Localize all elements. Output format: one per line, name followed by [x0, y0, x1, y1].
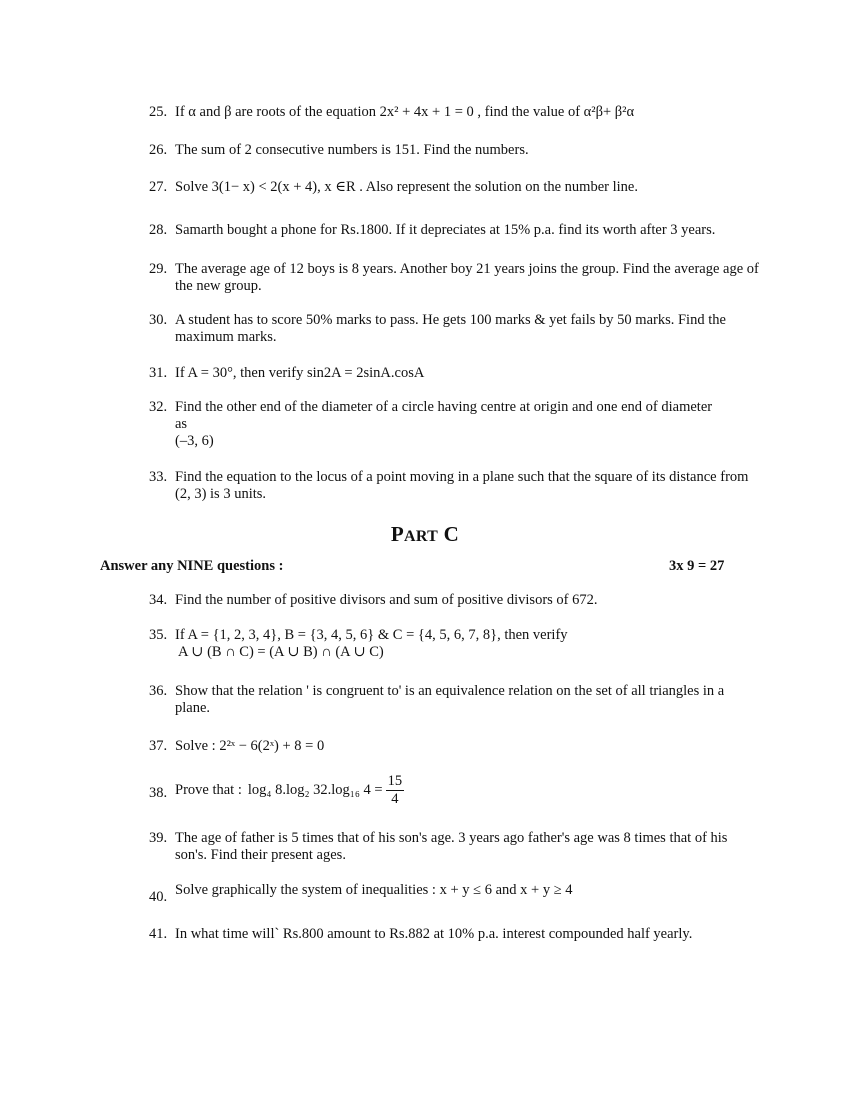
section-title: PART C: [390, 522, 460, 546]
question-36: [149, 683, 759, 717]
fraction: [386, 773, 405, 808]
question-number: 36.: [149, 683, 168, 699]
question-number: 39.: [149, 830, 168, 846]
question-30: [149, 312, 759, 346]
question-25: [149, 104, 759, 121]
question-number: 28.: [149, 222, 168, 238]
question-text-line: as: [175, 416, 188, 432]
question-32: [149, 399, 759, 450]
question-text-line: (–3, 6): [175, 433, 214, 449]
question-text: Find the equation to the locus of a point moving in a plane such that the square of its distance from (2, 3) is 3 units.: [175, 469, 749, 502]
question-38: [149, 773, 759, 808]
question-number: 38.: [149, 785, 168, 801]
question-text: Show that the relation ' is congruent to' is an equivalence relation on the set of all triangles in a plane.: [175, 683, 725, 716]
section-marks: 3x 9 = 27: [669, 558, 725, 574]
question-text: A student has to score 50% marks to pass. He gets 100 marks & yet fails by 50 marks. Find the maximum marks.: [175, 312, 726, 345]
question-text: Solve graphically the system of inequalities : x + y ≤ 6 and x + y ≥ 4: [175, 882, 573, 898]
question-text: The sum of 2 consecutive numbers is 151. Find the numbers.: [175, 142, 529, 158]
question-text: Solve 3(1− x) < 2(x + 4), x ∈R . Also represent the solution on the number line.: [175, 179, 638, 195]
question-text: Samarth bought a phone for Rs.1800. If it depreciates at 15% p.a. find its worth after 3 years.: [175, 222, 716, 238]
question-text-line: If A = {1, 2, 3, 4}, B = {3, 4, 5, 6} & C = {4, 5, 6, 7, 8}, then verify: [175, 627, 568, 643]
question-29: [149, 261, 759, 295]
question-text: The age of father is 5 times that of his son's age. 3 years ago father's age was 8 times that of his son's. Find their present ages.: [175, 830, 728, 863]
question-26: [149, 142, 759, 159]
question-37: [149, 738, 759, 755]
question-number: 35.: [149, 627, 168, 643]
question-39: [149, 830, 759, 864]
question-number: 32.: [149, 399, 168, 415]
question-28: [149, 222, 759, 239]
question-number: 31.: [149, 365, 168, 381]
question-text: If α and β are roots of the equation 2x² + 4x + 1 = 0 , find the value of α²β+ β²α: [175, 104, 635, 120]
question-number: 37.: [149, 738, 168, 754]
question-number: 34.: [149, 592, 168, 608]
equation: 2²ˣ − 6(2ˣ) + 8 = 0: [219, 738, 325, 754]
question-41: [149, 926, 759, 943]
question-text: If A = 30°, then verify sin2A = 2sinA.cosA: [175, 365, 425, 381]
section-instruction: Answer any NINE questions :: [100, 558, 284, 574]
question-number: 25.: [149, 104, 168, 120]
fraction-numerator: 15: [387, 773, 403, 789]
question-prefix: Solve :: [175, 738, 216, 754]
question-27: [149, 179, 759, 196]
log-expression: log₄ 8.log₂ 32.log₁₆ 4 =: [247, 782, 383, 798]
fraction-denominator: 4: [391, 791, 399, 807]
question-number: 41.: [149, 926, 168, 942]
question-number: 30.: [149, 312, 168, 328]
question-35: [149, 627, 759, 661]
question-number: 29.: [149, 261, 168, 277]
question-31: [149, 365, 759, 382]
question-34: [149, 592, 759, 609]
question-number: 33.: [149, 469, 168, 485]
question-40: [149, 882, 759, 905]
question-33: [149, 469, 759, 503]
question-text: The average age of 12 boys is 8 years. Another boy 21 years joins the group. Find the average age of the new group.: [175, 261, 759, 294]
set-identity: A ∪ (B ∩ C) = (A ∪ B) ∩ (A ∪ C): [178, 644, 384, 660]
question-text: Find the number of positive divisors and sum of positive divisors of 672.: [175, 592, 598, 608]
question-number: 40.: [149, 889, 168, 905]
question-text: In what time will` Rs.800 amount to Rs.882 at 10% p.a. interest compounded half yearly.: [175, 926, 693, 942]
question-prefix: Prove that :: [175, 782, 242, 798]
question-number: 26.: [149, 142, 168, 158]
question-number: 27.: [149, 179, 168, 195]
question-text-line: Find the other end of the diameter of a circle having centre at origin and one end of diameter: [175, 399, 713, 415]
